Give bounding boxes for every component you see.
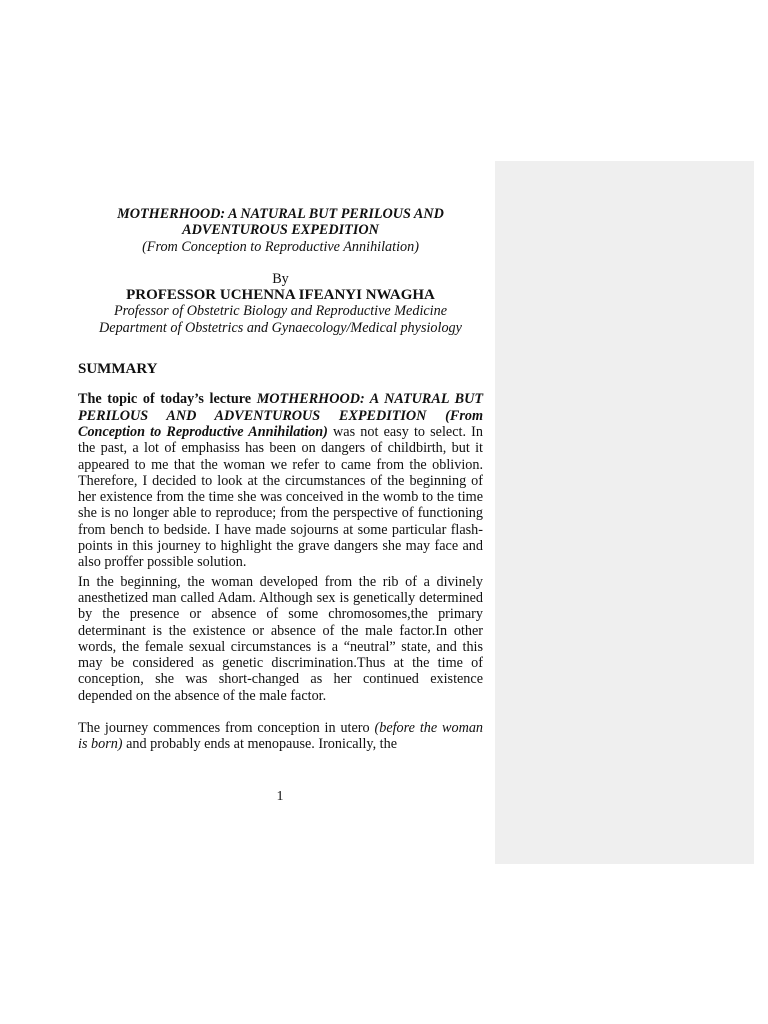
p3-start: The journey commences from conception in utero [78, 720, 375, 737]
summary-heading: SUMMARY [78, 361, 158, 378]
p1-lecture-title: MOTHERHOOD: A NATURAL BUT PERILOUS AND ADVENTUROUS EXPEDITION (From Conception to Reproductive Annihilation) [78, 391, 483, 440]
comment-pane [495, 161, 754, 864]
document-page [78, 206, 483, 753]
author-name: PROFESSOR UCHENNA IFEANYI NWAGHA [126, 287, 435, 304]
title-line-2: ADVENTUROUS EXPEDITION [182, 222, 379, 239]
by-line: By [272, 270, 289, 287]
author-affiliation-2: Department of Obstetrics and Gynaecology/Medical physiology [99, 319, 462, 336]
page-number: 1 [276, 789, 284, 804]
p1-bold-lead: The topic of today’s lecture [78, 391, 257, 408]
author-affiliation-1: Professor of Obstetric Biology and Reproductive Medicine [113, 303, 448, 320]
document-title [78, 206, 483, 239]
p3-italic: (before the woman is born) [78, 720, 484, 753]
p3-end: and probably ends at menopause. Ironically, the [122, 736, 398, 753]
summary-paragraph-1 [78, 391, 483, 570]
p1-body: was not easy to select. In the past, a lot of emphasiss has been on dangers of childbirth, but it appeared to me that the woman we refer to came from the oblivion. Therefore, I decided to look at the circumstances of the beginning of her existence from the time she was conceived in the womb to the time she is no longer able to reproduce; from the perspective of functioning from bench to bedside. I have made sojourns at some particular flash-points in this journey to highlight the grave dangers she may face and also proffer possible solution. [78, 423, 483, 571]
summary-paragraph-2: In the beginning, the woman developed from the rib of a divinely anesthetized man called Adam. Although sex is genetically determined by the presence or absence of some chromosomes,the primary determinant is the existence or absence of the male factor.In other words, the female sexual circumstances is a “neutral” state, and this may be considered as genetic discrimination.Thus at the time of conception, she was short-changed as her continued existence depended on the absence of the male factor. [78, 573, 483, 704]
title-line-1: MOTHERHOOD: A NATURAL BUT PERILOUS AND [117, 206, 444, 222]
summary-paragraph-3 [78, 720, 483, 753]
document-subtitle: (From Conception to Reproductive Annihilation) [142, 238, 419, 255]
